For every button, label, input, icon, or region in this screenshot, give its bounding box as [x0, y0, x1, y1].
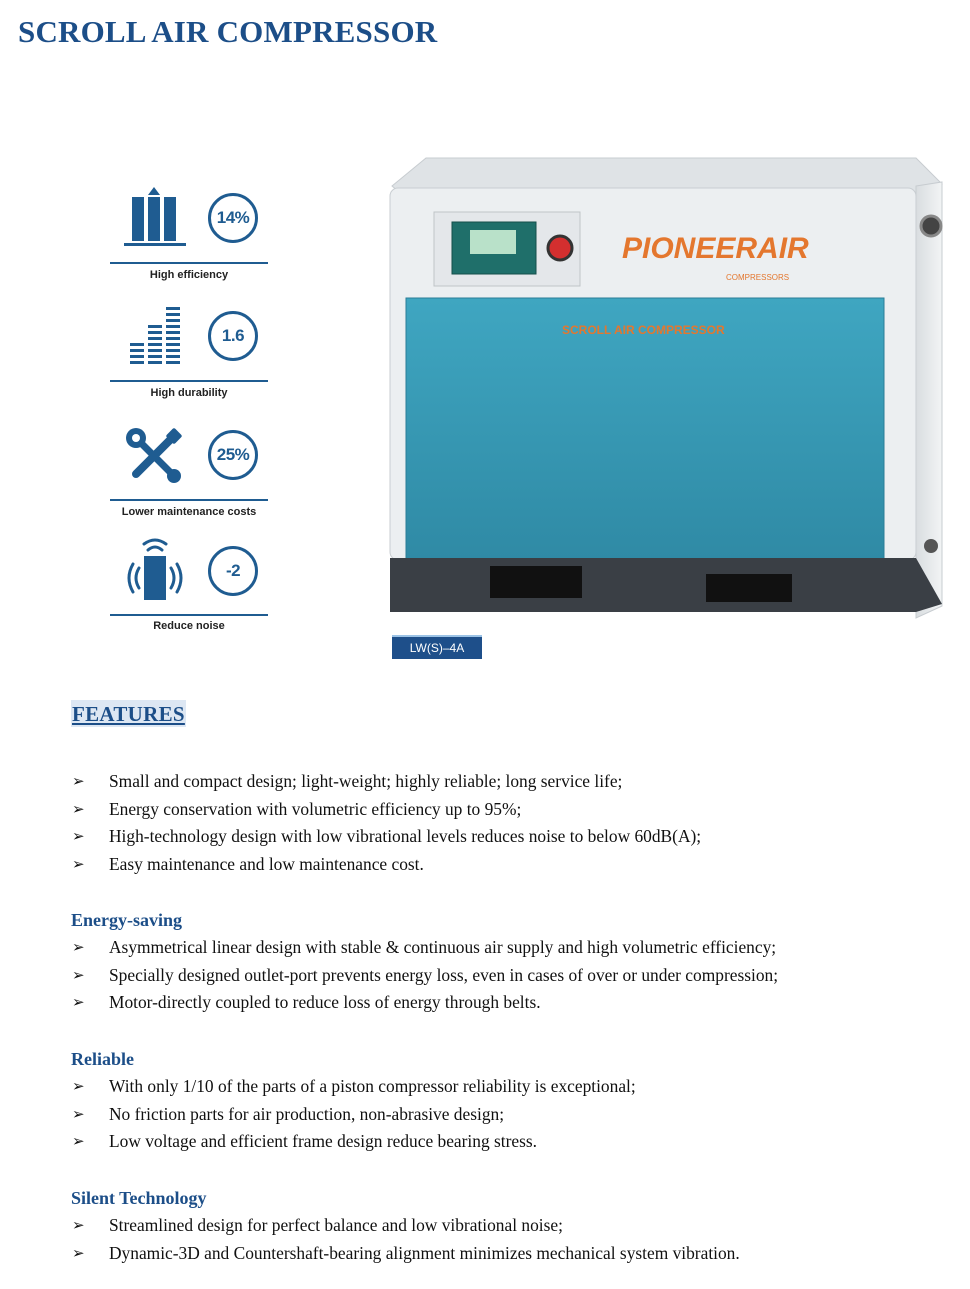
list-item: ➢ High-technology design with low vibrational levels reduces noise to below 60dB(A); — [72, 823, 701, 851]
silent-technology-list — [72, 1212, 740, 1267]
bullet-arrow-icon: ➢ — [72, 1216, 85, 1234]
sound-waves-icon — [122, 538, 188, 604]
stat-value: 25% — [208, 430, 258, 480]
list-item: ➢ Streamlined design for perfect balance and low vibrational noise; — [72, 1212, 740, 1240]
reliable-heading: Reliable — [71, 1049, 134, 1069]
bullet-arrow-icon: ➢ — [72, 827, 85, 846]
list-item: ➢ Asymmetrical linear design with stable & continuous air supply and high volumetric efficiency; — [72, 934, 778, 962]
panel-label: SCROLL AIR COMPRESSOR — [562, 323, 725, 337]
bullet-arrow-icon: ➢ — [72, 965, 85, 984]
list-item: ➢ Small and compact design; light-weight; highly reliable; long service life; — [72, 768, 701, 796]
stat-divider — [110, 262, 268, 264]
bullet-arrow-icon: ➢ — [72, 799, 85, 818]
brand-subtitle: COMPRESSORS — [726, 273, 790, 282]
stat-divider — [110, 380, 268, 382]
list-item: ➢ With only 1/10 of the parts of a piston compressor reliability is exceptional; — [72, 1073, 636, 1101]
energy-saving-heading: Energy-saving — [71, 910, 183, 930]
bullet-arrow-icon: ➢ — [72, 1243, 85, 1262]
compressor-image — [386, 156, 946, 646]
stat-value: -2 — [208, 546, 258, 596]
bullet-arrow-icon: ➢ — [72, 855, 85, 874]
list-item: ➢ Energy conservation with volumetric efficiency up to 95%; — [72, 796, 701, 824]
list-item: ➢ Low voltage and efficient frame design reduce bearing stress. — [72, 1128, 636, 1156]
bullet-arrow-icon: ➢ — [72, 938, 85, 956]
features-list — [72, 768, 701, 879]
model-tag: LW(S)–4A — [392, 635, 482, 659]
stat-label: High durability — [150, 387, 228, 399]
stat-label: High efficiency — [149, 269, 229, 281]
stat-divider — [110, 499, 268, 501]
bar-chart-icon — [122, 185, 188, 251]
energy-saving-list — [72, 934, 778, 1017]
stat-divider — [110, 614, 268, 616]
bullet-arrow-icon: ➢ — [72, 993, 85, 1012]
bullet-arrow-icon: ➢ — [72, 772, 85, 790]
stat-value: 1.6 — [208, 311, 258, 361]
page-title: SCROLL AIR COMPRESSOR — [18, 14, 438, 49]
list-item: ➢ Specially designed outlet-port prevents energy loss, even in cases of over or under compression; — [72, 962, 778, 990]
reliable-list — [72, 1073, 636, 1156]
stat-value: 14% — [208, 193, 258, 243]
list-item: ➢ Easy maintenance and low maintenance cost. — [72, 851, 701, 879]
list-item: ➢ Dynamic-3D and Countershaft-bearing alignment minimizes mechanical system vibration. — [72, 1240, 740, 1268]
bullet-arrow-icon: ➢ — [72, 1077, 85, 1095]
stat-label: Lower maintenance costs — [121, 506, 257, 518]
stat-label: Reduce noise — [153, 620, 225, 632]
list-item: ➢ Motor-directly coupled to reduce loss of energy through belts. — [72, 989, 778, 1017]
bullet-arrow-icon: ➢ — [72, 1132, 85, 1151]
features-heading: FEATURES — [72, 702, 185, 726]
wrench-screwdriver-icon — [122, 422, 188, 488]
silent-technology-heading: Silent Technology — [71, 1188, 207, 1208]
bullet-arrow-icon: ➢ — [72, 1104, 85, 1123]
stacked-bars-icon — [122, 303, 188, 369]
list-item: ➢ No friction parts for air production, non-abrasive design; — [72, 1101, 636, 1129]
brand-logo: PIONEERAIR — [622, 232, 809, 265]
